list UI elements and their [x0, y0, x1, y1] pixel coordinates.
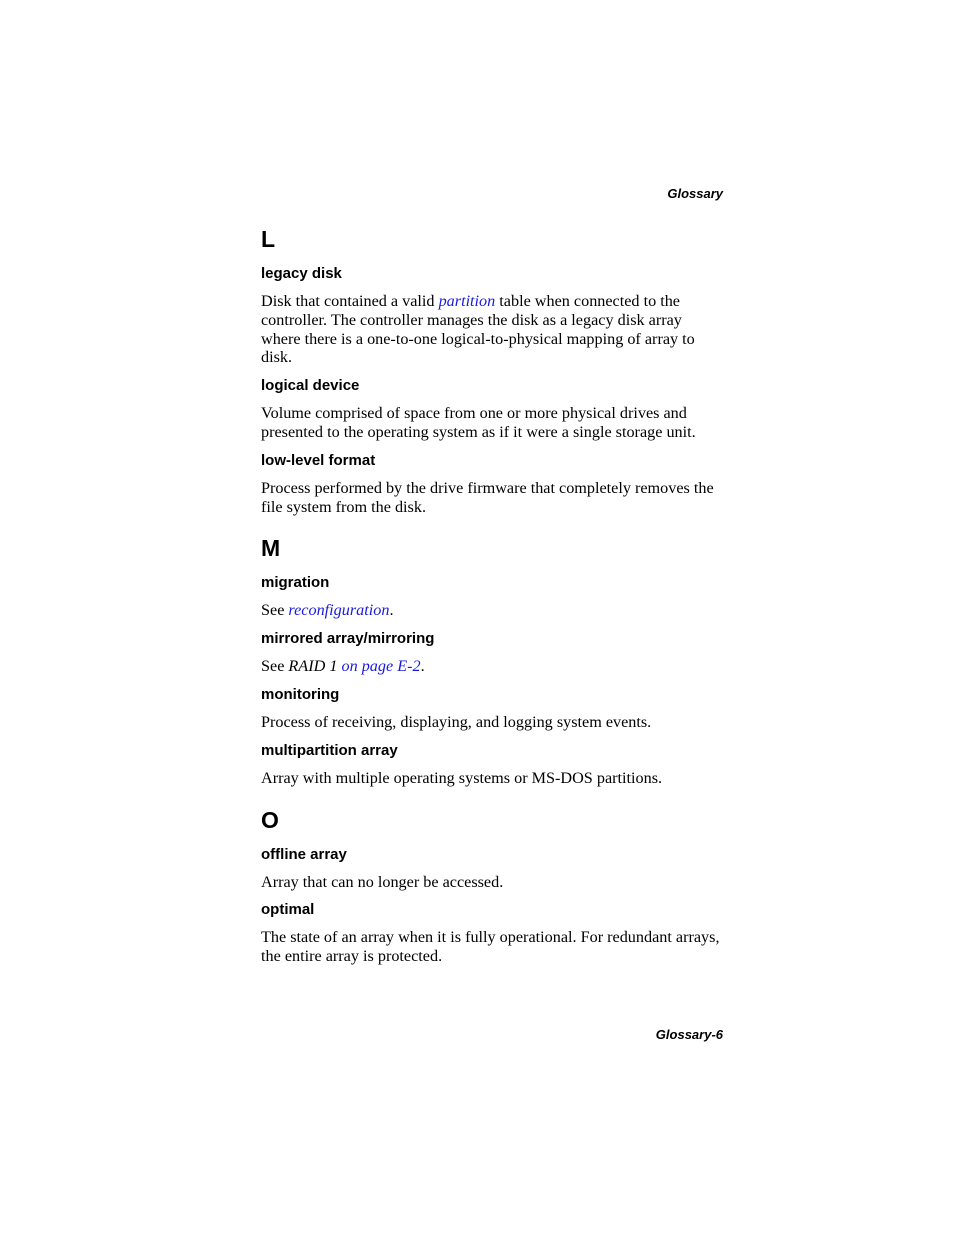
section-letter-o: O [261, 806, 279, 833]
definition-text: See [261, 657, 289, 676]
link-reconfiguration[interactable]: reconfiguration [288, 601, 390, 620]
term-migration: migration [261, 574, 330, 592]
definition-monitoring: Process of receiving, displaying, and logging system events. [261, 712, 652, 731]
term-legacy-disk: legacy disk [261, 265, 342, 282]
term-offline-array: offline array [261, 845, 347, 863]
term-multipartition-array: multipartition array [261, 741, 398, 759]
definition-text: See [261, 601, 289, 620]
section-letter-l: L [261, 226, 276, 252]
link-partition[interactable]: partition [438, 292, 496, 310]
definition-migration [261, 601, 723, 620]
page-number: Glossary-6 [655, 1027, 723, 1042]
glossary-entry-mirrored [261, 629, 723, 676]
term-low-level-format: low-level format [261, 451, 376, 469]
definition-text: . [420, 657, 425, 676]
raid1-reference: RAID 1 [288, 657, 338, 676]
glossary-entry-legacy-disk [261, 264, 723, 367]
glossary-entry-migration [261, 573, 723, 620]
definition-multipartition-array: Array with multiple operating systems or MS-DOS partitions. [261, 768, 663, 787]
glossary-entry-monitoring [261, 685, 723, 732]
definition-optimal: The state of an array when it is fully operational. For redundant arrays, the entire array is protected. [261, 928, 720, 966]
running-header: Glossary [667, 186, 723, 201]
glossary-entry-offline [261, 845, 723, 892]
term-monitoring: monitoring [261, 685, 340, 703]
definition-mirrored-array [261, 657, 723, 676]
glossary-entry-low-level-format [261, 451, 723, 517]
definition-text: Disk that contained a valid [261, 292, 439, 310]
definition-logical-device: Volume comprised of space from one or more physical drives and presented to the operating system as if it were a single storage unit. [261, 404, 696, 441]
definition-text: . [389, 601, 394, 620]
glossary-content [261, 224, 723, 966]
link-page-e2[interactable]: on page E-2 [341, 657, 421, 676]
term-mirrored-array: mirrored array/mirroring [261, 630, 435, 648]
definition-text: table when connected to the controller. The controller manages the disk as a legacy disk array where there is a one-to-one logical-to-physical mapping of array to disk. [261, 292, 695, 367]
section-letter-m: M [261, 535, 281, 562]
definition-low-level-format: Process performed by the drive firmware that completely removes the file system from the disk. [261, 478, 714, 516]
glossary-entry-multipartition [261, 741, 723, 788]
definition-offline-array: Array that can no longer be accessed. [261, 872, 504, 891]
glossary-entry-logical-device [261, 376, 723, 442]
definition-legacy-disk [261, 292, 723, 367]
term-optimal: optimal [261, 901, 315, 919]
glossary-entry-optimal [261, 900, 723, 966]
term-logical-device: logical device [261, 377, 360, 395]
